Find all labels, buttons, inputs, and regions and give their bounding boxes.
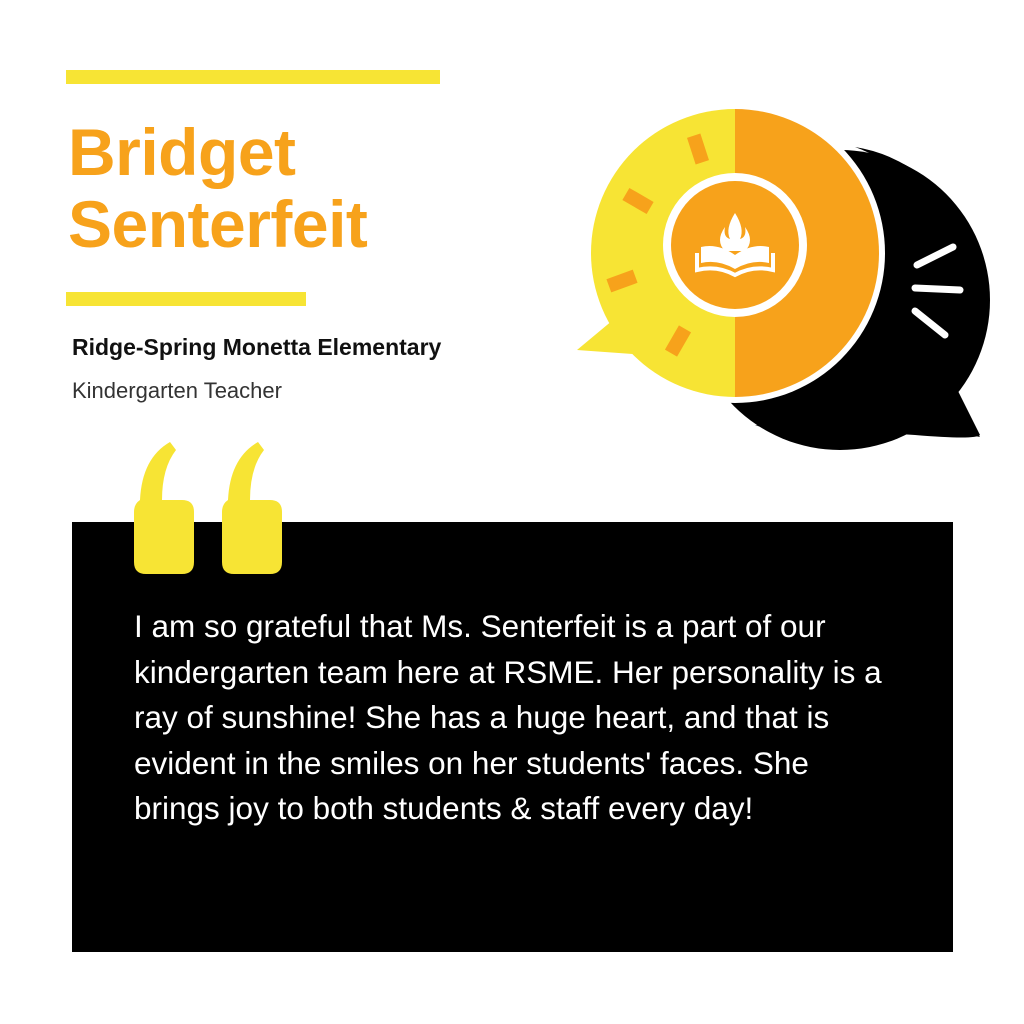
top-accent-bar xyxy=(66,70,440,84)
teacher-last-name: Senterfeit xyxy=(68,187,368,261)
teacher-name xyxy=(68,116,538,260)
bottom-accent-bar xyxy=(66,292,306,306)
school-name: Ridge-Spring Monetta Elementary xyxy=(72,334,442,360)
speech-bubble-sun-book-icon xyxy=(555,95,995,455)
teacher-first-name: Bridget xyxy=(68,115,296,189)
teacher-role: Kindergarten Teacher xyxy=(72,378,282,403)
testimonial-quote: I am so grateful that Ms. Senterfeit is a part of our kindergarten team here at RSME. Her personality is a ray of sunshine! She has a huge heart, and that is evident in the smiles on her students' faces. She brings joy to both students & staff every day! xyxy=(134,608,882,826)
open-quote-icon xyxy=(132,438,284,578)
